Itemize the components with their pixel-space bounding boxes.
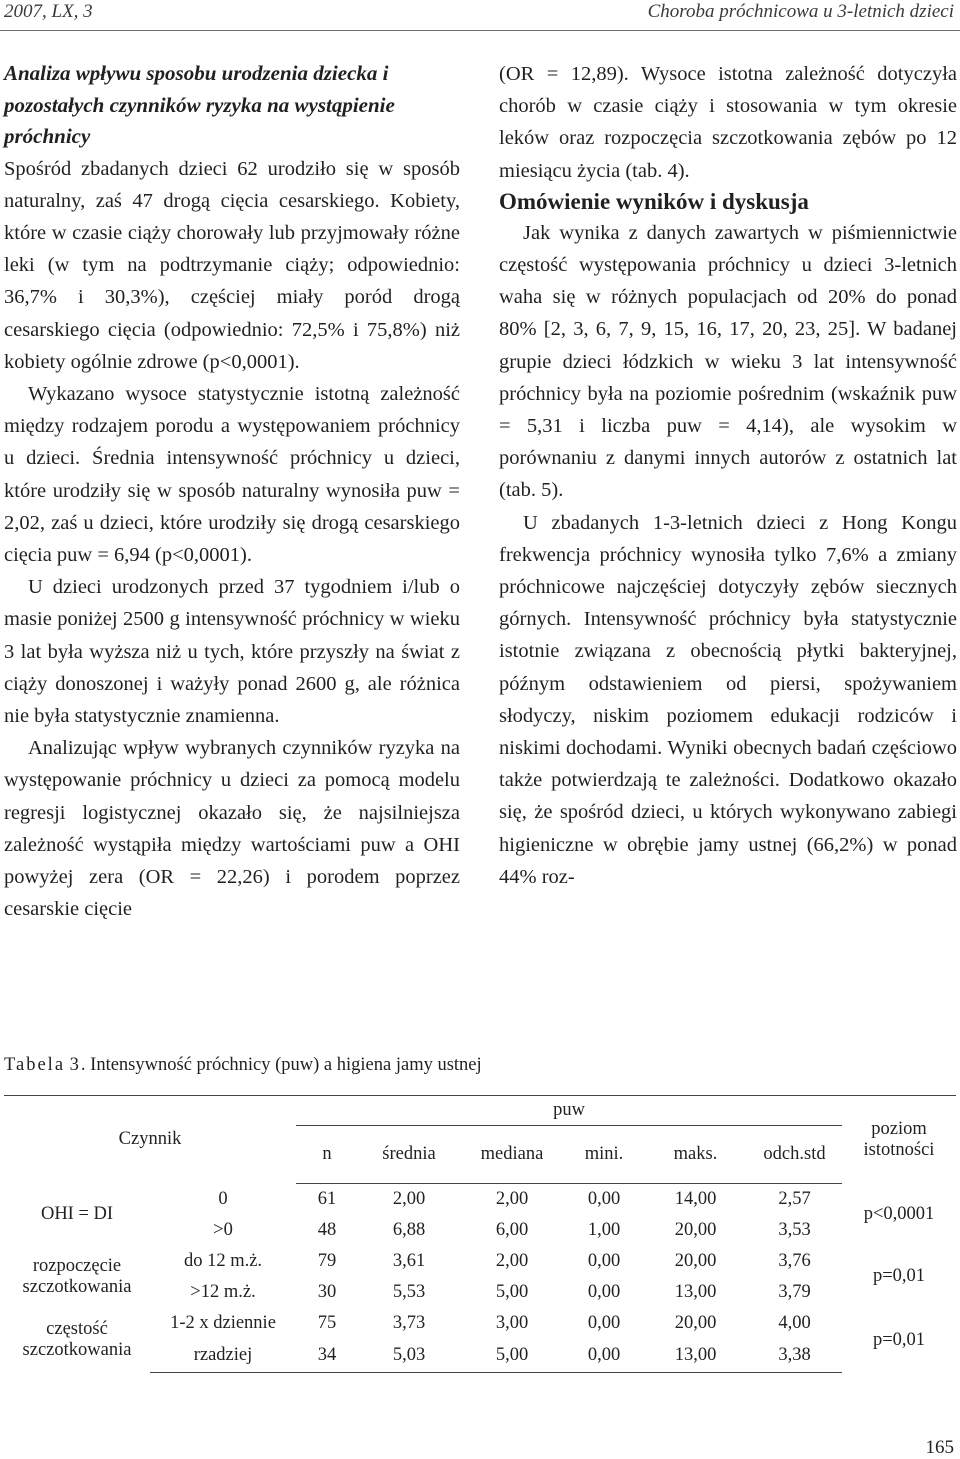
mini-cell: 1,00 [587,1219,621,1240]
n-cell: 34 [296,1340,358,1373]
factor-rozpoczecie [4,1246,150,1308]
odch-cell: 3,76 [778,1250,811,1271]
level-cell: >0 [213,1219,233,1240]
running-header [0,0,960,26]
mediana-cell: 5,00 [460,1340,564,1373]
maks-cell: 14,00 [674,1188,717,1209]
srednia-cell: 5,03 [358,1340,460,1373]
factor-ohi: OHI = DI [40,1204,114,1224]
table-row [4,1246,956,1277]
srednia-cell: 5,53 [392,1281,426,1302]
p-value-cell: p=0,01 [872,1266,926,1286]
mini-cell: 0,00 [587,1250,621,1271]
level-cell: rzadziej [150,1340,296,1373]
srednia-cell: 6,88 [392,1219,426,1240]
srednia-cell: 3,61 [392,1250,426,1271]
odch-cell: 3,38 [747,1340,842,1373]
odch-cell: 4,00 [778,1313,811,1333]
header-maks: maks. [644,1126,747,1184]
p-value-cell: p=0,01 [872,1329,926,1350]
data-table [4,1095,956,1373]
paragraph: U dzieci urodzonych przed 37 tygodniem i/lub o masie poniżej 2500 g intensywność próchnicy w wieku 3 lat była wyższa niż u tych, które przyszły na świat z ciąży donoszonej i ważyły ponad 2600 g, ale różnica nie była statystycznie znamienna. [4,576,460,727]
article-running-title: Choroba próchnicowa u 3-letnich dzieci [647,1,954,22]
odch-cell: 3,79 [778,1281,811,1302]
paragraph: Wykazano wysoce statystycznie istotną zależność między rodzajem porodu a występowaniem próchnicy u dzieci. Średnia intensywność próchnicy u dzieci, które urodziły się w sposób naturalny wynosiła puw = 2,02, zaś u dzieci, które urodziły się drogą cesarskiego cięcia puw = 6,94 (p<0,0001). [4,382,460,566]
header-n: n [296,1126,358,1184]
paragraph: (OR = 12,89). Wysoce istotna zależność dotyczyła chorób w czasie ciąży i stosowania w tym okresie leków oraz rozpoczęcia szczotkowania zębów po 12 miesiącu życia (tab. 4). [499,63,957,182]
mini-cell: 0,00 [587,1281,621,1302]
level-cell: 0 [218,1188,228,1209]
maks-cell: 13,00 [644,1340,747,1373]
table-caption-label: Tabela [4,1055,66,1075]
mini-cell: 0,00 [587,1188,621,1209]
level-cell: do 12 m.ż. [183,1250,263,1271]
level-cell: >12 m.ż. [190,1281,256,1302]
maks-cell: 20,00 [674,1250,717,1271]
n-cell: 75 [317,1313,337,1333]
header-czynnik: Czynnik [4,1096,296,1184]
paragraph: U zbadanych 1-3-letnich dzieci z Hong Kongu frekwencja próchnicy wynosiła tylko 7,6% a zmiany próchnicowe najczęściej dotyczyły zębów siecznych górnych. Intensywność próchnicy była statystycznie istotnie związana z obecnością płytki bakteryjnej, późnym odstawieniem od piersi, spożywaniem słodyczy, niskim poziomem edukacji rodziców i niskimi dochodami. Wyniki obecnych badań częściowo także potwierdzają te zależności. Dodatkowo okazało się, że spośród dzieci, u których wykonywano zabiegi higieniczne w obrębie jamy ustnej (66,2%) w ponad 44% roz- [499,511,957,888]
right-column [499,58,957,893]
section-heading-discussion: Omówienie wyników i dyskusja [499,188,809,214]
table-caption-number: 3 [69,1055,81,1075]
journal-issue: 2007, LX, 3 [4,1,93,22]
mediana-cell: 2,00 [495,1188,529,1209]
section-heading-analysis: Analiza wpływu sposobu urodzenia dziecka i pozostałych czynników ryzyka na wystąpienie próchnicy [4,61,395,148]
srednia-cell: 2,00 [392,1188,426,1209]
factor-czestosc [4,1308,150,1373]
mediana-cell: 3,00 [495,1313,529,1333]
mini-cell: 0,00 [587,1313,621,1333]
n-cell: 61 [317,1188,337,1209]
mediana-cell: 5,00 [495,1281,529,1302]
factor-line: szczotkowania [22,1276,132,1297]
header-mediana: mediana [460,1126,564,1184]
factor-line: szczotkowania [22,1340,132,1360]
mediana-cell: 6,00 [495,1219,529,1240]
page-number: 165 [925,1437,954,1458]
table-caption [4,1055,482,1076]
table-row [4,1184,956,1215]
table-row [4,1308,956,1340]
maks-cell: 13,00 [674,1281,717,1302]
header-puw: puw [296,1096,842,1126]
mediana-cell: 2,00 [495,1250,529,1271]
paragraph: Spośród zbadanych dzieci 62 urodziło się w sposób naturalny, zaś 47 drogą cięcia cesarskiego. Kobiety, które w czasie ciąży chorowały lub przyjmowały różne leki (w tym na podtrzymanie ciąży; odpowiednio: 36,7% i 30,3%), częściej miały poród drogą cesarskiego cięcia (odpowiednio: 72,5% i 75,8%) niż kobiety ogólnie zdrowe (p<0,0001). [4,157,460,373]
header-poziom [842,1096,956,1184]
left-column [4,58,460,925]
mini-cell: 0,00 [564,1340,644,1373]
p-value-cell: p<0,0001 [863,1204,935,1224]
header-mini: mini. [564,1126,644,1184]
level-cell: 1-2 x dziennie [170,1313,276,1333]
paragraph: Analizując wpływ wybranych czynników ryzyka na występowanie próchnicy u dzieci za pomocą modelu regresji logistycznej okazało się, że najsilniejsza zależność wystąpiła między wartościami puw a OHI powyżej zera (OR = 22,26) i porodem poprzez cesarskie cięcie [4,737,460,921]
table-caption-text: . Intensywność próchnicy (puw) a higiena jamy ustnej [80,1055,482,1075]
n-cell: 79 [317,1250,337,1271]
factor-line: częstość [46,1319,108,1339]
header-poziom-line2: istotności [863,1139,935,1160]
maks-cell: 20,00 [674,1313,717,1333]
srednia-cell: 3,73 [392,1313,426,1333]
header-odch: odch.std [747,1126,842,1184]
odch-cell: 3,53 [778,1219,811,1240]
header-srednia: średnia [358,1126,460,1184]
n-cell: 30 [317,1281,337,1302]
paragraph: Jak wynika z danych zawartych w piśmiennictwie częstość występowania próchnicy u dzieci 3-letnich waha się w różnych populacjach od 20% do ponad 80% [2, 3, 6, 7, 9, 15, 16, 17, 20, 23, 25]. W badanej grupie dzieci łódzkich w wieku 3 lat intensywność próchnicy była na poziomie pośrednim (wskaźnik puw = 5,31 i liczba puw = 4,14), ale wysokim w porównaniu z danymi innych autorów z ostatnich lat (tab. 5). [499,221,957,502]
odch-cell: 2,57 [778,1188,811,1209]
factor-line: rozpoczęcie [32,1255,122,1276]
n-cell: 48 [317,1219,337,1240]
header-poziom-line1: poziom [871,1118,927,1139]
header-rule [0,30,960,31]
maks-cell: 20,00 [674,1219,717,1240]
